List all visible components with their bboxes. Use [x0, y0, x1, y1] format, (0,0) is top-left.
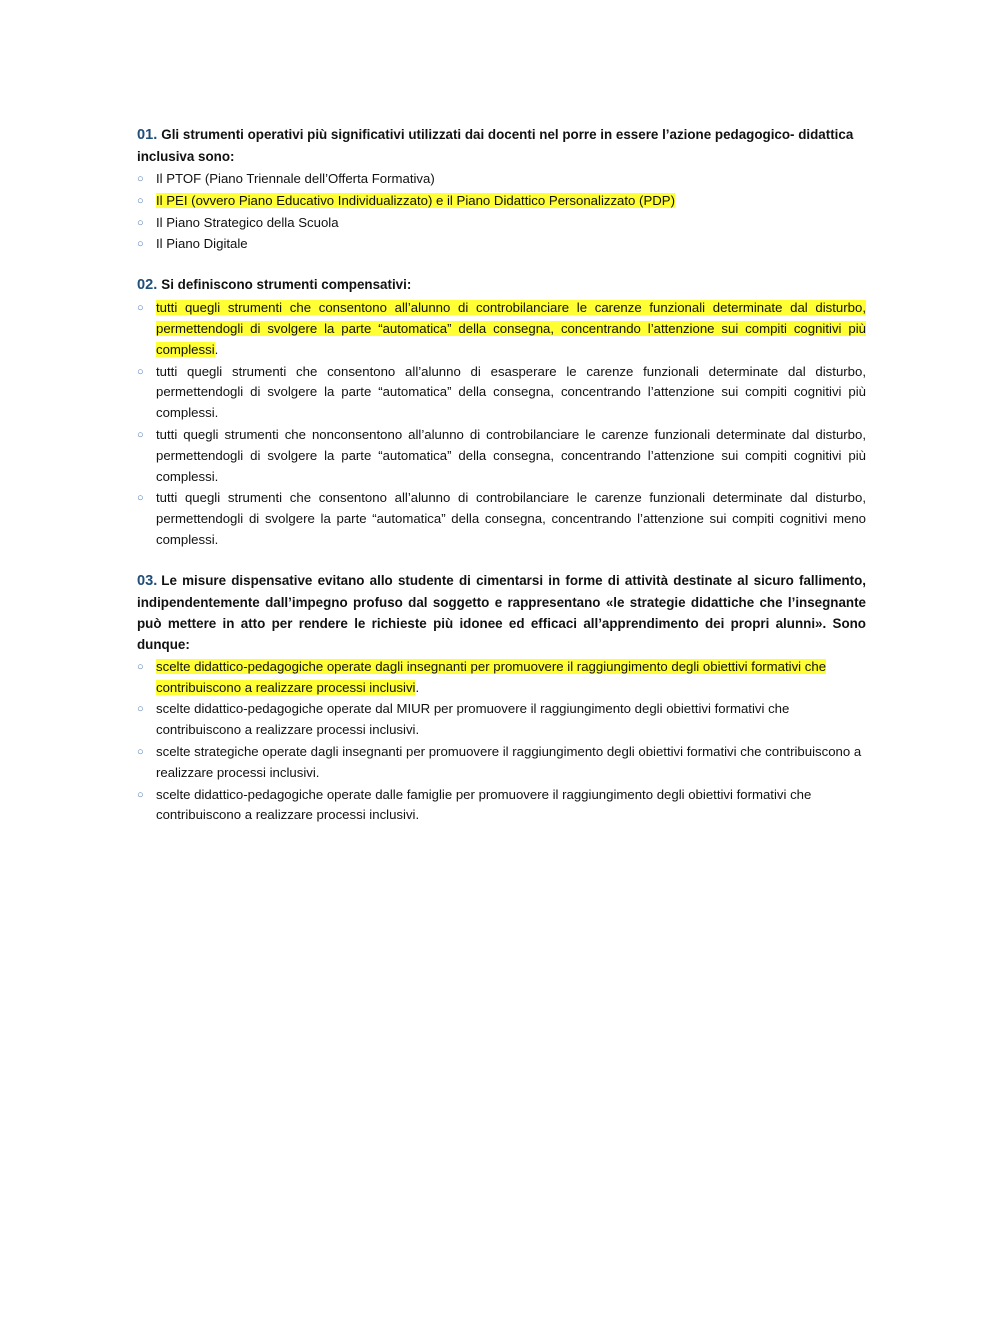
answer-trailing-punctuation: . — [415, 679, 420, 695]
answer-option[interactable] — [137, 488, 866, 550]
question-3 — [137, 570, 866, 826]
question-number: 02. — [137, 277, 158, 294]
answer-option[interactable] — [137, 362, 866, 424]
question-1 — [137, 124, 866, 255]
answer-text — [156, 657, 866, 699]
highlighted-answer-text: scelte didattico-pedagogiche operate dagli insegnanti per promuovere il raggiungimento degli obiettivi formativi che contribuiscono a realizzare processi inclusivi — [156, 658, 827, 695]
question-heading — [137, 274, 866, 296]
spacer — [137, 552, 866, 570]
answer-option-correct[interactable] — [137, 191, 866, 212]
header-mark — [492, 0, 504, 4]
circle-bullet-icon: ○ — [137, 703, 144, 716]
answer-list — [137, 657, 866, 826]
circle-bullet-icon: ○ — [137, 745, 144, 758]
question-text: Si definiscono strumenti compensativi: — [161, 277, 412, 293]
circle-bullet-icon: ○ — [137, 365, 144, 378]
question-number: 01. — [137, 127, 158, 143]
circle-bullet-icon: ○ — [137, 492, 144, 505]
answer-text: Il Piano Strategico della Scuola — [156, 214, 339, 230]
highlighted-answer-text: Il PEI (ovvero Piano Educativo Individualizzato) e il Piano Didattico Personalizzato (PDP) — [156, 192, 675, 208]
answer-option[interactable] — [137, 699, 866, 741]
question-heading — [137, 570, 866, 655]
circle-bullet-icon: ○ — [137, 302, 144, 315]
answer-text: scelte didattico-pedagogiche operate dalle famiglie per promuovere il raggiungimento degli obiettivi formativi che contribuiscono a realizzare processi inclusivi. — [156, 786, 812, 823]
answer-text: scelte didattico-pedagogiche operate dal MIUR per promuovere il raggiungimento degli obiettivi formativi che contribuiscono a realizzare processi inclusivi. — [156, 701, 790, 738]
circle-bullet-icon: ○ — [137, 238, 144, 251]
answer-text — [156, 298, 866, 360]
answer-text: tutti quegli strumenti che consentono all’alunno di controbilanciare le carenze funzionali determinate dal disturbo, permettendogli di svolgere la parte “automatica” della consegna, concentrando l’attenzione sui compiti cognitivi meno complessi. — [156, 490, 866, 547]
answer-option[interactable] — [137, 169, 866, 190]
quiz-content — [137, 124, 866, 827]
circle-bullet-icon: ○ — [137, 173, 144, 185]
spacer — [137, 256, 866, 274]
circle-bullet-icon: ○ — [137, 660, 144, 673]
question-number: 03. — [137, 572, 158, 589]
answer-text: scelte strategiche operate dagli insegnanti per promuovere il raggiungimento degli obiettivi formativi che contribuiscono a realizzare processi inclusivi. — [156, 743, 862, 780]
answer-option[interactable] — [137, 742, 866, 784]
highlighted-answer-text: tutti quegli strumenti che consentono all’alunno di controbilanciare le carenze funzionali determinate dal disturbo, permettendogli di svolgere la parte “automatica” della consegna, concentrando l’attenzione sui compiti cognitivi più complessi — [156, 300, 866, 357]
question-text: Gli strumenti operativi più significativi utilizzati dai docenti nel porre in essere l’azione pedagogico- didattica inclusiva sono: — [137, 127, 854, 164]
answer-option-correct[interactable] — [137, 657, 866, 699]
question-heading — [137, 124, 866, 167]
answer-text: Il Piano Digitale — [156, 236, 248, 252]
answer-list — [137, 298, 866, 551]
question-2 — [137, 274, 866, 551]
answer-option[interactable] — [137, 213, 866, 234]
circle-bullet-icon: ○ — [137, 194, 144, 207]
answer-trailing-punctuation: . — [214, 341, 219, 357]
circle-bullet-icon: ○ — [137, 216, 144, 229]
answer-text: tutti quegli strumenti che nonconsentono all’alunno di controbilanciare le carenze funzionali determinate dal disturbo, permettendogli di svolgere la parte “automatica” della consegna, concentrando l’attenzione sui compiti cognitivi più complessi. — [156, 426, 866, 484]
answer-option[interactable] — [137, 425, 866, 487]
answer-text: Il PTOF (Piano Triennale dell’Offerta Formativa) — [156, 171, 435, 186]
answer-option[interactable] — [137, 785, 866, 827]
question-text: Le misure dispensative evitano allo studente di cimentarsi in forme di attività destinate al sicuro fallimento, indipendentemente dall’impegno profuso dal soggetto e rappresentano «le strategie didattiche che l’insegnante può mettere in atto per rendere le richieste più idonee ed efficaci all’apprendimento dei propri alunni». Sono dunque: — [137, 572, 866, 652]
answer-option[interactable] — [137, 234, 866, 255]
answer-text — [156, 191, 866, 212]
answer-list — [137, 169, 866, 255]
answer-text: tutti quegli strumenti che consentono all’alunno di esasperare le carenze funzionali determinate dal disturbo, permettendogli di svolgere la parte “automatica” della consegna, concentrando l’attenzione sui compiti cognitivi più complessi. — [156, 363, 866, 421]
answer-option-correct[interactable] — [137, 298, 866, 360]
circle-bullet-icon: ○ — [137, 428, 144, 441]
circle-bullet-icon: ○ — [137, 788, 144, 801]
